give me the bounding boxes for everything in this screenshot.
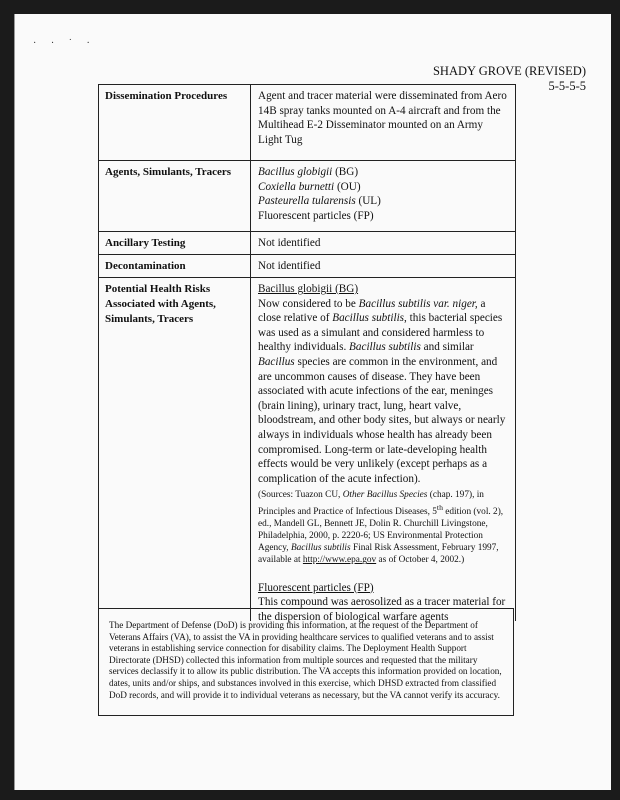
- decon-value: Not identified: [250, 255, 515, 277]
- decon-label: Decontamination: [105, 260, 186, 272]
- agent-item: Coxiella burnetti (OU): [258, 180, 361, 193]
- fp-heading: Fluorescent particles (FP): [258, 581, 374, 594]
- scan-specks: · · ˙ ·: [33, 38, 96, 49]
- agent-item: Fluorescent particles (FP): [258, 209, 374, 222]
- disclaimer-box: The Department of Defense (DoD) is providing this information, at the request of the Department of Veterans Affairs (VA), to assist the VA in providing healthcare services to qualified veterans and to assist veterans in establishing service connection for disability claims. The Deployment Health Support Directorate (DHSD) collected this information from multiple sources and requested that the military services declassify it to allow its public distribution. The VA accepts this information provided on location, dates, units and/or ships, and substances involved in this exercise, which DHSD extracted from classified DoD records, and will provide it to individual veterans as necessary, but the VA cannot verify its accuracy.: [98, 608, 514, 716]
- dissemination-label: Dissemination Procedures: [105, 90, 228, 102]
- agents-value: [250, 161, 515, 231]
- sources-citation: (Sources: Tuazon CU, Other Bacillus Species (chap. 197), in Principles and Practice of Infectious Diseases, 5th edition (vol. 2), ed., Mandell GL, Bennett JE, Dolin R. Churchill Livingstone, Philadelphia, 2000, p. 2220-6; US Environmental Protection Agency, Bacillus subtilis Final Risk Assessment, February 1997, available at http://www.epa.gov as of October 4, 2002.): [258, 490, 504, 566]
- health-label: Potential Health Risks Associated with Agents, Simulants, Tracers: [105, 283, 216, 325]
- row-decon: [99, 255, 515, 278]
- header-title: SHADY GROVE (REVISED): [432, 64, 586, 78]
- row-ancillary: [99, 232, 515, 255]
- bg-description: Now considered to be Bacillus subtilis var. niger, a close relative of Bacillus subtilis, this bacterial species was used as a simulant and considered harmless to healthy individuals. Bacillus subtilis and similar Bacillus species are common in the environment, and are uncommon causes of disease. They have been associated with acute infections of the ear, meninges (brain lining), urinary tract, lung, heart valve, bloodstream, and other body sites, but always or nearly always in individuals whose health has already been compromised. Long-term or late-developing health effects would be very unlikely (except perhaps as a complication of the acute infection).: [258, 297, 506, 485]
- row-dissemination: [99, 85, 515, 161]
- health-value: [250, 278, 515, 621]
- ancillary-value: Not identified: [250, 232, 515, 254]
- bg-heading: Bacillus globigii (BG): [258, 283, 359, 295]
- header-page-number: 5-5-5-5: [548, 79, 586, 93]
- exercise-table: [98, 84, 516, 621]
- ancillary-label: Ancillary Testing: [105, 237, 186, 249]
- agents-label: Agents, Simulants, Tracers: [105, 166, 232, 178]
- fp-description: This compound was aerosolized as a tracer material for the dispersion of biological warfare agents: [258, 596, 506, 623]
- row-health-risks: [99, 278, 515, 621]
- agent-item: Bacillus globigii (BG): [258, 166, 359, 178]
- dissemination-value: Agent and tracer material were disseminated from Aero 14B spray tanks mounted on A-4 aircraft and from the Multihead E-2 Disseminator mounted on an Army Light Tug: [250, 85, 515, 160]
- agent-item: Pasteurella tularensis (UL): [258, 195, 381, 208]
- row-agents: [99, 161, 515, 232]
- epa-link[interactable]: http://www.epa.gov: [302, 555, 377, 566]
